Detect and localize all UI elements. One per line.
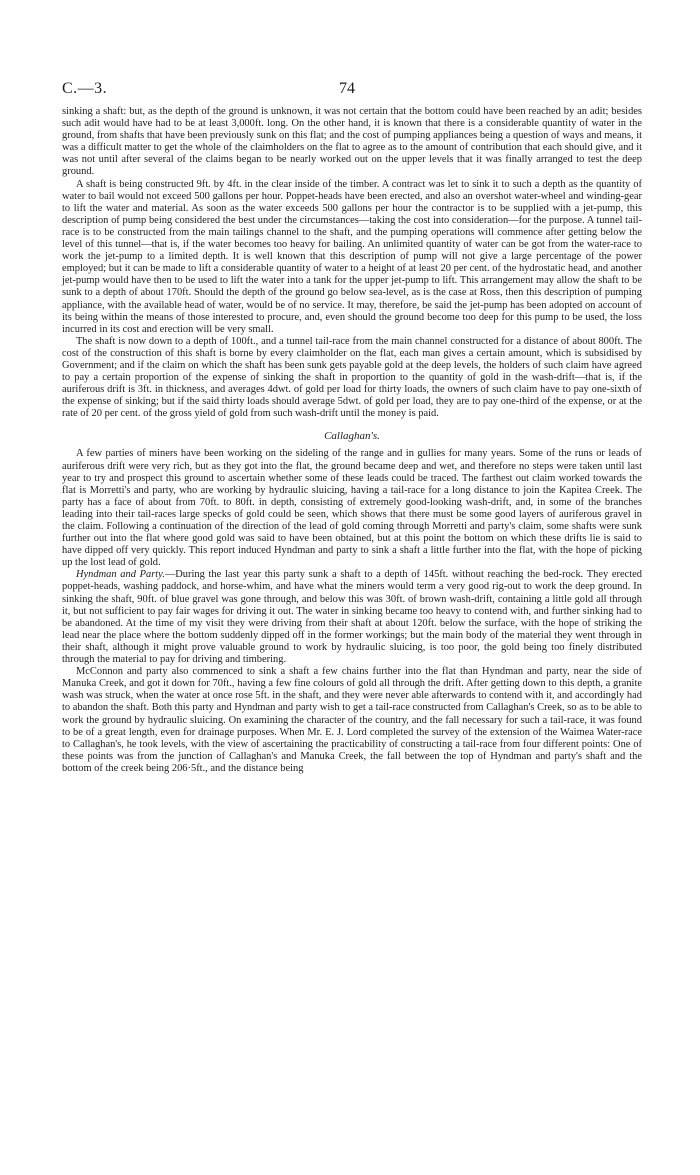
paragraph-body: —During the last year this party sunk a shaft to a depth of 145ft. without reaching the bed-rock. They erected poppet-heads, washing paddock, and horse-whim, and have what the miners would term a very good rig-out to work the deep ground. In sinking the shaft, 90ft. of blue gravel was gone through, and below this was 30ft. of brown wash-drift, containing a little gold all through it, but not sufficient to pay fair wages for driving it out. The water in sinking became too heavy to contend with, and further sinking had to be abandoned. At the time of my visit they were driving from their shaft at about 120ft. below the surface, with the hope of striking the lead near the place where the bottom suddenly dipped off in the former workings; but the main body of the material they went through in their shaft, although it might prove valuable ground to work by hydraulic sluicing, is too poor, the gold being too finely distributed through the material to pay for driving and timbering. xyxy=(62,569,643,666)
paragraph: The shaft is now down to a depth of 100ft., and a tunnel tail-race from the main channel constructed for a distance of about 800ft. The cost of the construction of this shaft is borne by every claimholder on the flat, each man gives a certain amount, which is subsidised by Government; and if the claim on which the shaft has been sunk gets payable gold at the deep levels, the holders of such claim have agreed to pay a certain proportion of the expense of sinking the shaft in proportion to the quantity of gold in the wash-drift—that is, if the auriferous drift is 3ft. in thickness, and averages 4dwt. of gold per load for thirty loads, the owners of such claim have to pay one-sixth of the expense of sinking; but if the said thirty loads should average 5dwt. of gold per load, they are to pay one-third of the expense, or at the rate of 20 per cent. of the gross yield of gold from such wash-drift until the money is paid. xyxy=(62,335,642,420)
paragraph: A shaft is being constructed 9ft. by 4ft. in the clear inside of the timber. A contract was let to sink it to such a depth as the quantity of water to bail would not exceed 500 gallons per hour. Poppet-heads have been erected, and also an overshot water-wheel and winding-gear to lift the water and material. As soon as the water exceeds 500 gallons per hour the contractor is to be supplied with a jet-pump, this description of pump being considered the best under the circumstances—taking the cost into consideration—for the purpose. A tunnel tail-race is to be constructed from the main tailings channel to the shaft, and the pumping operations will commence after getting below the level of this tunnel—that is, if the water becomes too heavy for bailing. An unlimited quantity of water can be got from the water-race to work the jet-pump to a limited depth. It is well known that this description of pump will not give a large percentage of the power employed; but it can be made to lift a considerable quantity of water to a height of at least 20 per cent. of the hydrostatic head, and another jet-pump would have then to be used to lift the water into a tank for the upper jet-pump to lift. This arrangement may allow the shaft to be sunk to a depth of about 170ft. Should the depth of the ground go below sea-level, as is the case at Ross, then this description of pumping appliance, with the available head of water, would be of no service. It may, therefore, be said the jet-pump has been adopted on account of its being within the means of those interested to procure, and, even should the ground become too deep for this pump to be used, the loss incurred in its cost and erection will be very small. xyxy=(62,178,642,335)
document-page xyxy=(62,80,642,775)
paragraph: McConnon and party also commenced to sink a shaft a few chains further into the flat than Hyndman and party, near the side of Manuka Creek, and got it down for 70ft., having a few fine colours of gold all through the drift. After getting down to this depth, a granite wash was struck, when the water at once rose 5ft. in the shaft, and they were never able afterwards to contend with it, and accordingly had to abandon the shaft. Both this party and Hyndman and party wish to get a tail-race constructed from Callaghan's Creek, so as to be able to work the ground by hydraulic sluicing. On examining the character of the country, and the fall necessary for such a tail-race, it was found to be of a great length, even for drainage purposes. When Mr. E. J. Lord completed the survey of the extension of the Waimea Water-race to Callaghan's, he took levels, with the view of ascertaining the practicability of constructing a tail-race from four different points: One of these points was from the junction of Callaghan's and Manuka Creek, the fall between the top of Hyndman and party's shaft and the bottom of the creek being 206·5ft., and the distance being xyxy=(62,666,642,774)
paragraph-hyndman xyxy=(62,569,642,666)
page-number: 74 xyxy=(339,80,355,97)
paragraph: A few parties of miners have been working on the sideling of the range and in gullies for many years. Some of the runs or leads of auriferous drift were very rich, but as they got into the flat, the ground became deep and wet, and therefore no steps were taken until last year to try and prospect this ground to ascertain whether some of these leads could be traced. The farthest out claim worked towards the flat is Morretti's and party, who are working by hydraulic sluicing, having a tail-race for a long distance to join the Kapitea Creek. The party has a face of about from 70ft. to 80ft. in depth, consisting of extremely good-looking wash-drift, and, in some of the branches leading into their tail-races large specks of gold could be seen, which shows that there must be some good layers of auriferous gravel in the claim. Following a continuation of the direction of the lead of gold coming through Morretti and party's claim, some shafts were sunk further out into the flat where good gold was said to have been obtained, but at this point the bottom on which these drifts lie is said to have dipped off very quickly. This report induced Hyndman and party to sink a shaft a little further into the flat, with the hope of picking up the lost lead of gold. xyxy=(62,448,642,569)
paragraph-lead-in: Hyndman and Party. xyxy=(76,569,165,581)
body-text xyxy=(62,106,642,775)
page-header xyxy=(62,80,642,106)
document-reference: C.—3. xyxy=(62,80,108,97)
section-heading: Callaghan's. xyxy=(324,430,380,443)
paragraph: sinking a shaft: but, as the depth of the ground is unknown, it was not certain that the bottom could have been reached by an adit; besides such adit would have had to be at least 3,000ft. long. On the other hand, it is known that there is a considerable quantity of water in the ground, from shafts that have been previously sunk on this flat; and the cost of pumping appliances being a question of ways and means, it was a difficult matter to get the whole of the claimholders on the flat to agree as to the amount of contribution that each should give, and it was not until after several of the claims began to be nearly worked out on the upper levels that it was finally arranged to test the deep ground. xyxy=(62,106,642,178)
